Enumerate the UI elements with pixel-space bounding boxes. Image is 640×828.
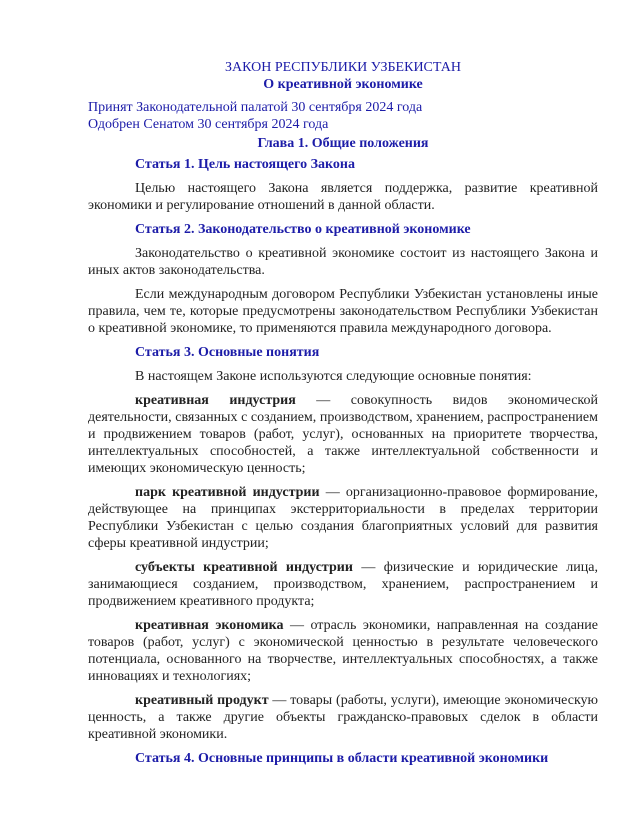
definition-term: креативная экономика [135, 618, 284, 633]
article-2-heading: Статья 2. Законодательство о креативной экономике [135, 222, 471, 237]
accepted-date: Принят Законодательной палатой 30 сентября 2024 года [88, 100, 423, 115]
article-2-paragraph: Законодательство о креативной экономике состоит из настоящего Закона и иных актов законодательства. [88, 246, 598, 278]
definition-text: — организационно-правовое формирование, действующее на принципах экстерриториальности в пределах территории Республики Узбекистан с целью создания благоприятных условий для развития сферы креативной индустрии; [88, 485, 598, 551]
article-1-heading: Статья 1. Цель настоящего Закона [135, 157, 355, 172]
definition-term: креативный продукт [135, 693, 269, 708]
definition-text: — товары (работы, услуги), имеющие экономическую ценность, а также другие объекты гражданско-правовых сделок в области креативной экономики. [88, 693, 599, 742]
definition-text: — отрасль экономики, направленная на создание товаров (работ, услуг) с экономической ценностью в результате человеческого потенциала, основанного на творчестве, интеллектуальных способностях, а также инновациях и технологиях; [88, 618, 598, 684]
definition-term: креативная индустрия [135, 393, 296, 408]
definition [88, 392, 598, 477]
definition-term: субъекты креативной индустрии [135, 560, 353, 575]
article-2-paragraph: Если международным договором Республики Узбекистан установлены иные правила, чем те, которые предусмотрены законодательством Республики Узбекистан о креативной экономике, то применяются правила международного договора. [88, 287, 598, 336]
definition-text: — совокупность видов экономической деятельности, связанных с созданием, производством, хранением, распространением и продвижением товаров (работ, услуг), основанных на приоритете творчества, интеллектуальных способностей, а также интеллектуальной собственности и имеющих экономическую ценность; [88, 393, 598, 476]
chapter-heading: Глава 1. Общие положения [257, 136, 429, 151]
article-1-text: Целью настоящего Закона является поддержка, развитие креативной экономики и регулирование отношений в данной области. [88, 181, 598, 213]
approved-date: Одобрен Сенатом 30 сентября 2024 года [88, 117, 329, 132]
definition [88, 617, 598, 685]
document-page [88, 59, 598, 774]
definition [88, 484, 598, 552]
definition [88, 559, 598, 610]
definition-text: — физические и юридические лица, занимающиеся созданием, производством, хранением, распространением и продвижением креативного продукта; [88, 560, 598, 609]
law-subtitle: О креативной экономике [263, 77, 423, 92]
article-3-intro: В настоящем Законе используются следующие основные понятия: [135, 369, 532, 384]
definition [88, 692, 598, 743]
definition-term: парк креативной индустрии [135, 485, 320, 500]
article-3-heading: Статья 3. Основные понятия [135, 345, 320, 360]
law-title: ЗАКОН РЕСПУБЛИКИ УЗБЕКИСТАН [225, 60, 461, 75]
article-4-heading: Статья 4. Основные принципы в области креативной экономики [135, 751, 549, 766]
